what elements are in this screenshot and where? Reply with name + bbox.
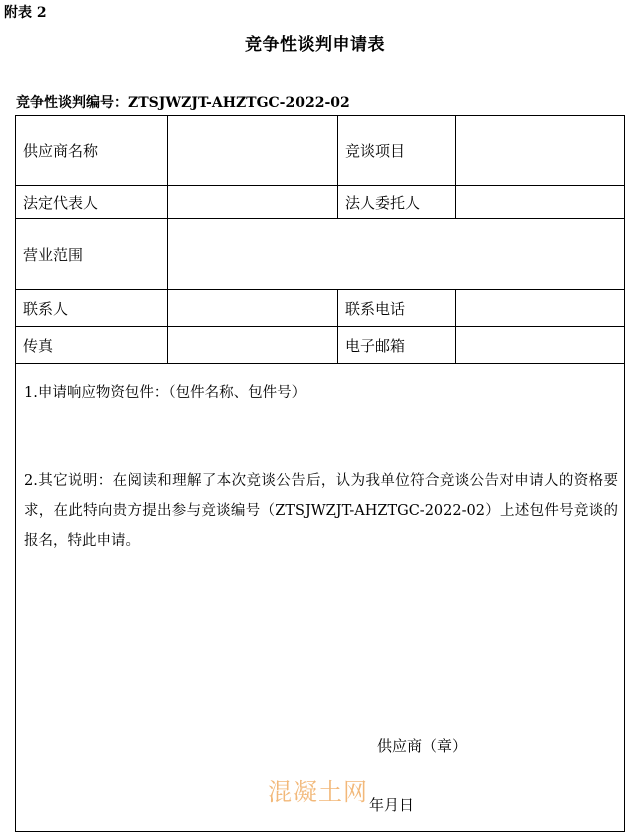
application-form-table (15, 115, 625, 832)
table-row (16, 290, 625, 327)
table-row (16, 219, 625, 290)
supplier-name-field[interactable] (168, 116, 338, 186)
table-row (16, 186, 625, 219)
legal-rep-field[interactable] (168, 186, 338, 219)
contact-label: 联系人 (16, 290, 168, 327)
table-row (16, 327, 625, 364)
contact-field[interactable] (168, 290, 338, 327)
supplier-seal-label: 供应商（章） (377, 737, 468, 755)
table-row (16, 116, 625, 186)
application-statement-cell (16, 364, 625, 832)
business-scope-label: 营业范围 (16, 219, 168, 290)
delegate-field[interactable] (456, 186, 625, 219)
phone-label: 联系电话 (338, 290, 456, 327)
project-label: 竞谈项目 (338, 116, 456, 186)
negotiation-number: 竞争性谈判编号：ZTSJWZJT-AHZTGC-2022-02 (16, 95, 350, 111)
email-field[interactable] (456, 327, 625, 364)
date-label: 年月日 (369, 796, 415, 814)
package-item-text: 1.申请响应物资包件：（包件名称、包件号） (24, 385, 307, 401)
supplier-name-label: 供应商名称 (16, 116, 168, 186)
project-field[interactable] (456, 116, 625, 186)
fax-field[interactable] (168, 327, 338, 364)
delegate-label: 法人委托人 (338, 186, 456, 219)
attachment-label: 附表 2 (4, 5, 47, 21)
business-scope-field[interactable] (168, 219, 625, 290)
table-row (16, 364, 625, 832)
fax-label: 传真 (16, 327, 168, 364)
watermark-logo: 混凝土网 (268, 778, 368, 806)
email-label: 电子邮箱 (338, 327, 456, 364)
legal-rep-label: 法定代表人 (16, 186, 168, 219)
form-title: 竞争性谈判申请表 (245, 35, 385, 55)
other-notes-text: 2.其它说明：在阅读和理解了本次竞谈公告后，认为我单位符合竞谈公告对申请人的资格要求，在此特向贵方提出参与竞谈编号（ZTSJWZJT-AHZTGC-2022-02）上述包件号竞谈的报名，特此申请。 (24, 473, 618, 549)
phone-field[interactable] (456, 290, 625, 327)
